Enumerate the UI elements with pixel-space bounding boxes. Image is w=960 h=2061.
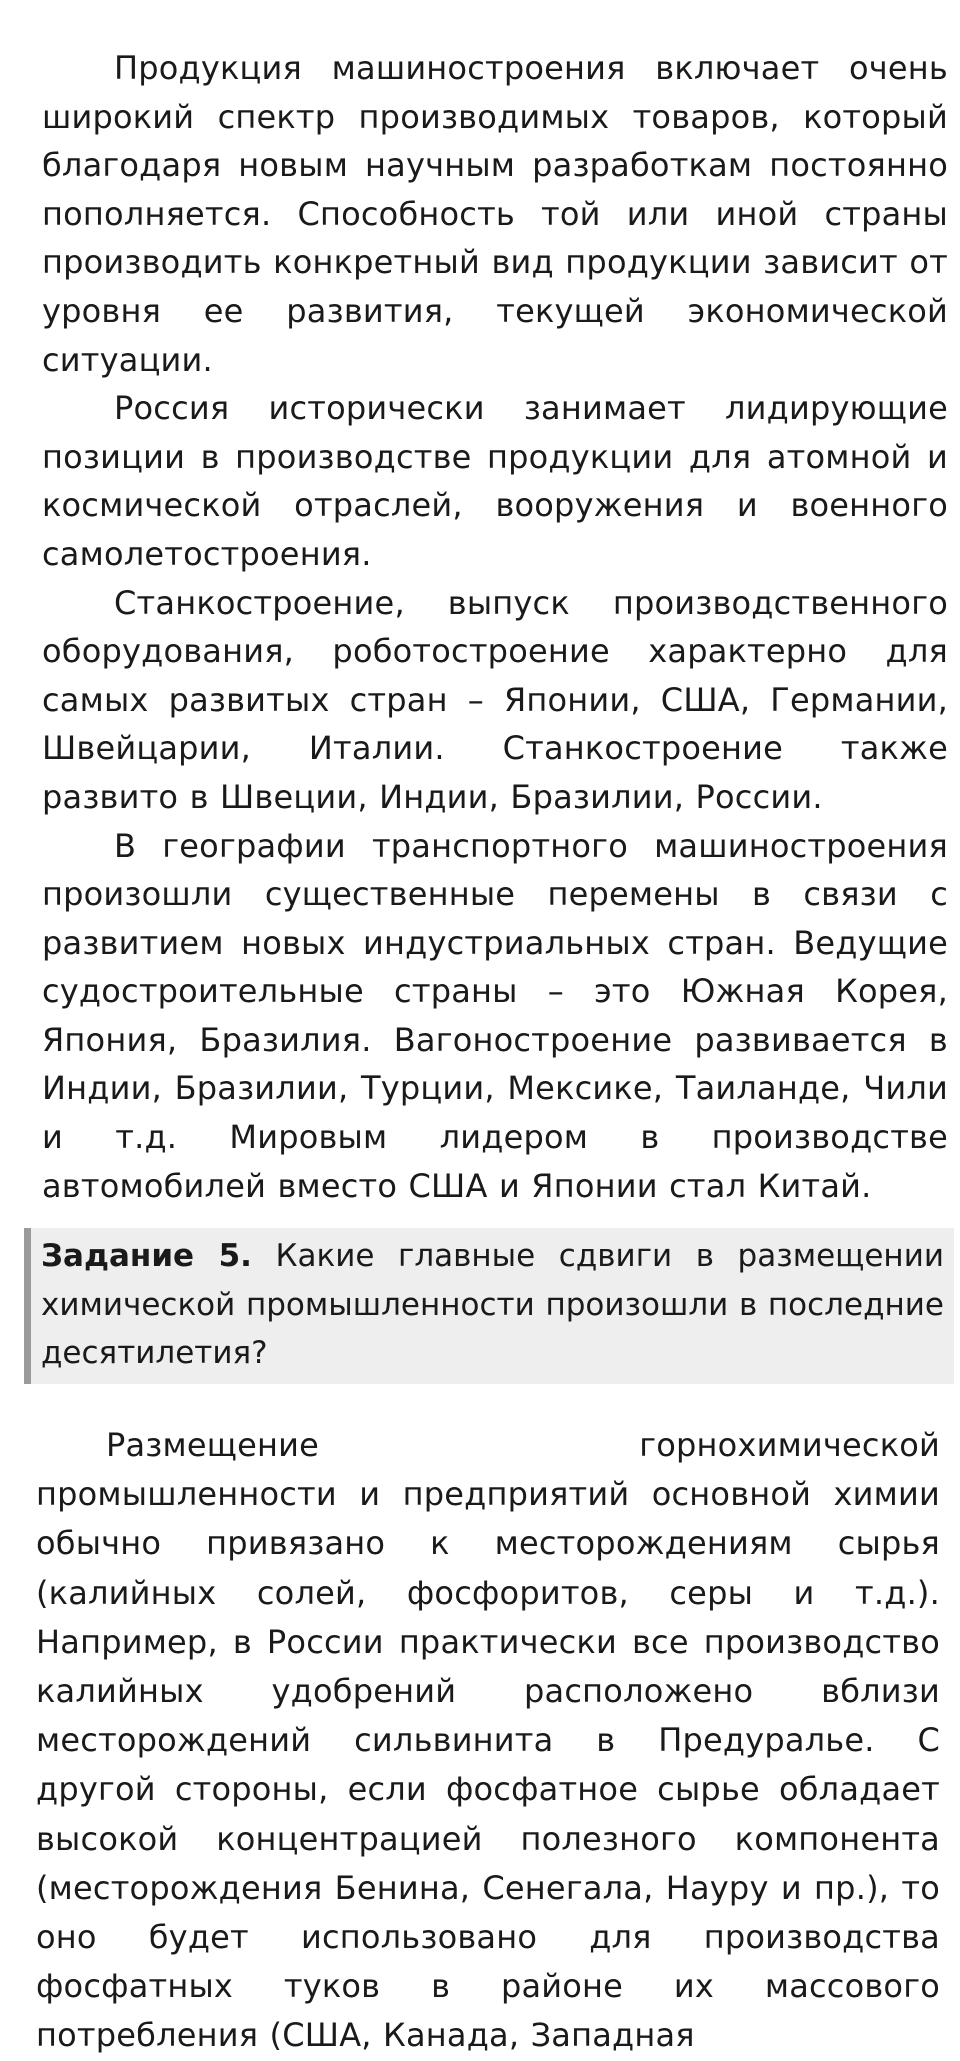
text-block-bottom [36,1421,940,2061]
task-question: Какие главные сдвиги в размещении химической промышленности произошли в последние десятилетия? [41,1238,944,1372]
paragraph: Размещение горнохимической промышленности и предприятий основной химии обычно привязано к месторождениям сырья (калийных солей, фосфоритов, серы и т.д.). Например, в России практически все производство калийных удобрений расположено вблизи месторождений сильвинита в Предуралье. С другой стороны, если фосфатное сырье обладает высокой концентрацией полезного компонента (месторождения Бенина, Сенегала, Науру и пр.), то оно будет использовано для производства фосфатных туков в районе их массового потребления (США, Канада, Западная [36,1426,940,2055]
task-text [41,1232,944,1378]
paragraph: Россия исторически занимает лидирующие позиции в производстве продукции для атомной и космической отраслей, вооружения и военного самолетостроения. [42,389,948,573]
paragraph: Продукция машиностроения включает очень широкий спектр производимых товаров, который благодаря новым научным разработкам постоянно пополняется. Способность той или иной страны производить конкретный вид продукции зависит от уровня ее развития, текущей экономической ситуации. [42,49,948,379]
task-label: Задание 5. [41,1238,252,1274]
text-block-top [42,44,948,1210]
paragraph: В географии транспортного машиностроения произошли существенные перемены в связи с развитием новых индустриальных стран. Ведущие судостроительные страны – это Южная Корея, Япония, Бразилия. Вагоностроение развивается в Индии, Бразилии, Турции, Мексике, Таиланде, Чили и т.д. Мировым лидером в производстве автомобилей вместо США и Японии стал Китай. [42,826,948,1205]
paragraph: Станкостроение, выпуск производственного оборудования, роботостроение характерно для самых развитых стран – Японии, США, Германии, Швейцарии, Италии. Станкостроение также развито в Швеции, Индии, Бразилии, России. [42,583,948,816]
task-box [24,1228,954,1384]
